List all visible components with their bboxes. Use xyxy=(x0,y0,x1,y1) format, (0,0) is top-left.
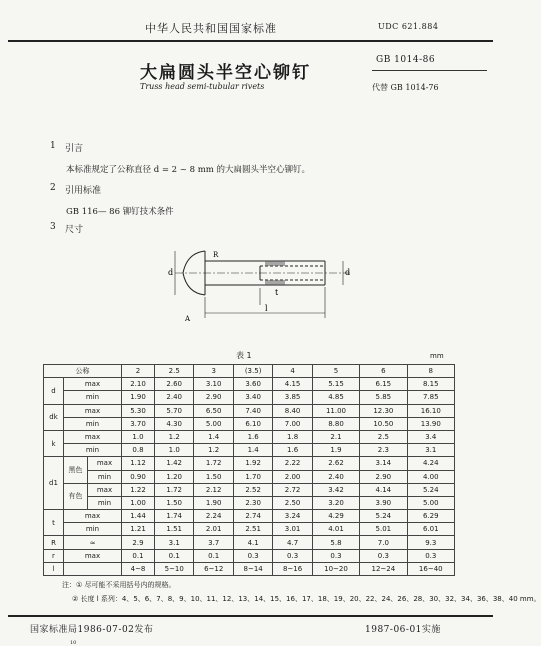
table-group-cell: dk xyxy=(44,404,64,430)
section-3-heading: 尺寸 xyxy=(65,225,84,235)
table-row xyxy=(44,536,455,549)
effective-date: 1987-06-01实施 xyxy=(365,625,441,635)
table-cell: 2.12 xyxy=(194,483,233,496)
table-cell: 1.22 xyxy=(122,483,155,496)
table-cell: 3.1 xyxy=(155,536,194,549)
table-cell: 6~12 xyxy=(194,562,233,575)
table-cell: 2.50 xyxy=(273,496,312,509)
table-row-label: max xyxy=(64,404,122,417)
table-cell: 3.40 xyxy=(233,391,272,404)
table-cell: 4.85 xyxy=(312,391,359,404)
table-cell: 1.12 xyxy=(122,457,155,470)
table-group-cell: l xyxy=(44,562,64,575)
table-cell: 1.21 xyxy=(122,523,155,536)
table-cell: 0.3 xyxy=(360,549,407,562)
table-cell: 1.6 xyxy=(233,430,272,443)
table-subgroup-cell: 有色 xyxy=(64,483,88,509)
table-cell: 1.72 xyxy=(194,457,233,470)
table-header-cell: 5 xyxy=(312,365,359,378)
section-1-number: 1 xyxy=(50,141,56,151)
table-cell: 2.9 xyxy=(122,536,155,549)
table-cell: 4.1 xyxy=(233,536,272,549)
note-2: ② 长度 l 系列：4、5、6、7、8、9、10、11、12、13、14、15、16、17、18、19、20、22、24、26、28、30、32、34、36、38、40 mm。 xyxy=(72,595,541,603)
header-rule xyxy=(8,40,493,42)
standard-number-rule xyxy=(372,70,487,71)
table-cell: 5.00 xyxy=(407,496,454,509)
table-group-cell: d1 xyxy=(44,457,64,510)
table-cell: 5.8 xyxy=(312,536,359,549)
approval-date: 国家标准局1986-07-02发布 xyxy=(30,625,154,635)
table-cell: 12.30 xyxy=(360,404,407,417)
table-cell: 3.85 xyxy=(273,391,312,404)
table-header-cell: 3 xyxy=(194,365,233,378)
table-cell: 2.40 xyxy=(155,391,194,404)
table-cell: 8~16 xyxy=(273,562,312,575)
table-cell: 2.3 xyxy=(360,444,407,457)
table-cell: 1.2 xyxy=(194,444,233,457)
label-l: l xyxy=(265,304,268,313)
table-cell: 2.30 xyxy=(233,496,272,509)
table-row xyxy=(44,444,455,457)
table-cell: 1.90 xyxy=(122,391,155,404)
table-cell: 1.8 xyxy=(273,430,312,443)
table-cell: 2.00 xyxy=(273,470,312,483)
table-cell: 5.00 xyxy=(194,417,233,430)
label-d: d xyxy=(345,268,351,277)
table-cell: 1.4 xyxy=(233,444,272,457)
table-row-label: min xyxy=(88,470,122,483)
table-row xyxy=(44,483,455,496)
english-title: Truss head semi-tubular rivets xyxy=(140,82,265,91)
table-row-label: ≈ xyxy=(64,536,122,549)
table-header-cell: 2 xyxy=(122,365,155,378)
table-row-label: max xyxy=(88,457,122,470)
table-cell: 11.00 xyxy=(312,404,359,417)
table-cell: 0.90 xyxy=(122,470,155,483)
table-row xyxy=(44,562,455,575)
table-cell: 1.44 xyxy=(122,510,155,523)
table-group-cell: r xyxy=(44,549,64,562)
table-cell: 7.00 xyxy=(273,417,312,430)
table-cell: 10~20 xyxy=(312,562,359,575)
table-group-cell: k xyxy=(44,430,64,456)
table-cell: 2.10 xyxy=(122,378,155,391)
table-cell: 7.40 xyxy=(233,404,272,417)
table-header-cell: 公称 xyxy=(44,365,122,378)
table-row xyxy=(44,404,455,417)
table-cell: 6.01 xyxy=(407,523,454,536)
table-cell: 4.15 xyxy=(273,378,312,391)
table-cell: 5.15 xyxy=(312,378,359,391)
section-3-number: 3 xyxy=(50,222,56,232)
table-cell: 1.72 xyxy=(155,483,194,496)
label-t: t xyxy=(275,288,279,297)
document-title: 大扁圆头半空心铆钉 xyxy=(140,63,311,83)
footer-rule xyxy=(8,615,493,617)
table-row xyxy=(44,457,455,470)
table-cell: 1.74 xyxy=(155,510,194,523)
table-cell: 2.62 xyxy=(312,457,359,470)
label-dk: d xyxy=(168,268,174,277)
table-row-label: max xyxy=(64,510,122,523)
table-cell: 0.1 xyxy=(122,549,155,562)
table-cell: 5.24 xyxy=(407,483,454,496)
table-cell: 1.90 xyxy=(194,496,233,509)
table-cell: 9.3 xyxy=(407,536,454,549)
table-cell: 8.15 xyxy=(407,378,454,391)
section-1-text: 本标准规定了公称直径 d = 2 ~ 8 mm 的大扁圆头半空心铆钉。 xyxy=(66,165,311,175)
table-cell: 8~14 xyxy=(233,562,272,575)
table-cell: 5.70 xyxy=(155,404,194,417)
table-cell: 1.6 xyxy=(273,444,312,457)
table-row-label: min xyxy=(64,391,122,404)
table-cell: 2.51 xyxy=(233,523,272,536)
table-cell: 2.5 xyxy=(360,430,407,443)
table-header-cell: 6 xyxy=(360,365,407,378)
table-cell: 3.01 xyxy=(273,523,312,536)
table-cell: 1.51 xyxy=(155,523,194,536)
table-cell: 2.74 xyxy=(233,510,272,523)
section-2-heading: 引用标准 xyxy=(65,186,102,196)
table-cell: 2.24 xyxy=(194,510,233,523)
table-cell: 3.90 xyxy=(360,496,407,509)
label-A: A xyxy=(185,315,191,323)
table-cell: 3.24 xyxy=(273,510,312,523)
table-cell: 4~8 xyxy=(122,562,155,575)
dimension-table xyxy=(43,364,455,576)
table-row-label xyxy=(64,562,122,575)
table-row-label: min xyxy=(64,417,122,430)
table-cell: 3.1 xyxy=(407,444,454,457)
table-cell: 0.1 xyxy=(194,549,233,562)
table-cell: 1.50 xyxy=(194,470,233,483)
table-row xyxy=(44,523,455,536)
table-cell: 8.40 xyxy=(273,404,312,417)
table-cell: 1.70 xyxy=(233,470,272,483)
table-cell: 0.8 xyxy=(122,444,155,457)
table-cell: 0.1 xyxy=(155,549,194,562)
table-cell: 4.14 xyxy=(360,483,407,496)
table-row xyxy=(44,496,455,509)
table-group-cell: t xyxy=(44,510,64,536)
table-cell: 10.50 xyxy=(360,417,407,430)
table-subgroup-cell: 黑色 xyxy=(64,457,88,483)
table-cell: 3.60 xyxy=(233,378,272,391)
table-cell: 2.52 xyxy=(233,483,272,496)
table-row xyxy=(44,510,455,523)
note-1: 注：① 尽可能不采用括号内的规格。 xyxy=(62,581,176,589)
table-row-label: min xyxy=(88,496,122,509)
table-cell: 16.10 xyxy=(407,404,454,417)
table-cell: 5.85 xyxy=(360,391,407,404)
table-row xyxy=(44,391,455,404)
table-group-cell: d xyxy=(44,378,64,404)
table-cell: 3.20 xyxy=(312,496,359,509)
table-cell: 3.7 xyxy=(194,536,233,549)
table-cell: 4.29 xyxy=(312,510,359,523)
table-cell: 0.3 xyxy=(407,549,454,562)
section-2-text: GB 116— 86 铆钉技术条件 xyxy=(66,207,174,217)
replaces-standard: 代替 GB 1014-76 xyxy=(372,83,439,92)
issuing-organization: 中华人民共和国国家标准 xyxy=(145,22,277,35)
table-row-label: max xyxy=(88,483,122,496)
table-cell: 2.90 xyxy=(360,470,407,483)
table-cell: 1.20 xyxy=(155,470,194,483)
table-cell: 4.30 xyxy=(155,417,194,430)
table-row-label: max xyxy=(64,549,122,562)
table-cell: 2.72 xyxy=(273,483,312,496)
table-cell: 1.92 xyxy=(233,457,272,470)
table-cell: 3.70 xyxy=(122,417,155,430)
table-cell: 5.30 xyxy=(122,404,155,417)
table-cell: 1.00 xyxy=(122,496,155,509)
table-cell: 1.0 xyxy=(122,430,155,443)
table-cell: 2.40 xyxy=(312,470,359,483)
table-row xyxy=(44,430,455,443)
table-cell: 12~24 xyxy=(360,562,407,575)
table-row-label: max xyxy=(64,378,122,391)
section-1-heading: 引言 xyxy=(65,144,84,154)
table-row xyxy=(44,549,455,562)
table-row-label: min xyxy=(64,444,122,457)
table-unit: mm xyxy=(430,352,444,360)
standard-number: GB 1014-86 xyxy=(376,55,436,65)
table-cell: 3.10 xyxy=(194,378,233,391)
table-header-cell: 8 xyxy=(407,365,454,378)
table-cell: 0.3 xyxy=(233,549,272,562)
table-cell: 6.50 xyxy=(194,404,233,417)
section-2-number: 2 xyxy=(50,183,56,193)
table-row xyxy=(44,470,455,483)
table-cell: 2.01 xyxy=(194,523,233,536)
table-cell: 5.24 xyxy=(360,510,407,523)
table-cell: 1.4 xyxy=(194,430,233,443)
table-cell: 6.15 xyxy=(360,378,407,391)
table-row-label: min xyxy=(64,523,122,536)
table-cell: 3.42 xyxy=(312,483,359,496)
table-caption: 表 1 xyxy=(236,351,252,360)
table-cell: 1.9 xyxy=(312,444,359,457)
table-row xyxy=(44,378,455,391)
table-cell: 1.2 xyxy=(155,430,194,443)
rivet-drawing xyxy=(165,233,365,333)
table-cell: 1.0 xyxy=(155,444,194,457)
table-row xyxy=(44,417,455,430)
table-cell: 3.4 xyxy=(407,430,454,443)
table-cell: 5~10 xyxy=(155,562,194,575)
table-cell: 0.3 xyxy=(312,549,359,562)
table-cell: 2.1 xyxy=(312,430,359,443)
table-header-cell: 2.5 xyxy=(155,365,194,378)
table-row-label: max xyxy=(64,430,122,443)
table-header-row xyxy=(44,365,455,378)
table-cell: 8.80 xyxy=(312,417,359,430)
label-R: R xyxy=(213,251,219,259)
table-cell: 3.14 xyxy=(360,457,407,470)
table-header-cell: (3.5) xyxy=(233,365,272,378)
table-cell: 4.00 xyxy=(407,470,454,483)
table-group-cell: R xyxy=(44,536,64,549)
table-cell: 4.01 xyxy=(312,523,359,536)
table-header-cell: 4 xyxy=(273,365,312,378)
table-cell: 2.60 xyxy=(155,378,194,391)
table-cell: 1.50 xyxy=(155,496,194,509)
table-cell: 6.10 xyxy=(233,417,272,430)
table-cell: 0.3 xyxy=(273,549,312,562)
table-cell: 6.29 xyxy=(407,510,454,523)
udc-code: UDC 621.884 xyxy=(378,22,439,31)
page-number: 10 xyxy=(70,640,77,646)
table-cell: 1.42 xyxy=(155,457,194,470)
table-cell: 5.01 xyxy=(360,523,407,536)
table-cell: 2.22 xyxy=(273,457,312,470)
table-cell: 16~40 xyxy=(407,562,454,575)
table-cell: 7.85 xyxy=(407,391,454,404)
table-cell: 13.90 xyxy=(407,417,454,430)
table-cell: 2.90 xyxy=(194,391,233,404)
table-cell: 4.7 xyxy=(273,536,312,549)
table-cell: 4.24 xyxy=(407,457,454,470)
table-cell: 7.0 xyxy=(360,536,407,549)
